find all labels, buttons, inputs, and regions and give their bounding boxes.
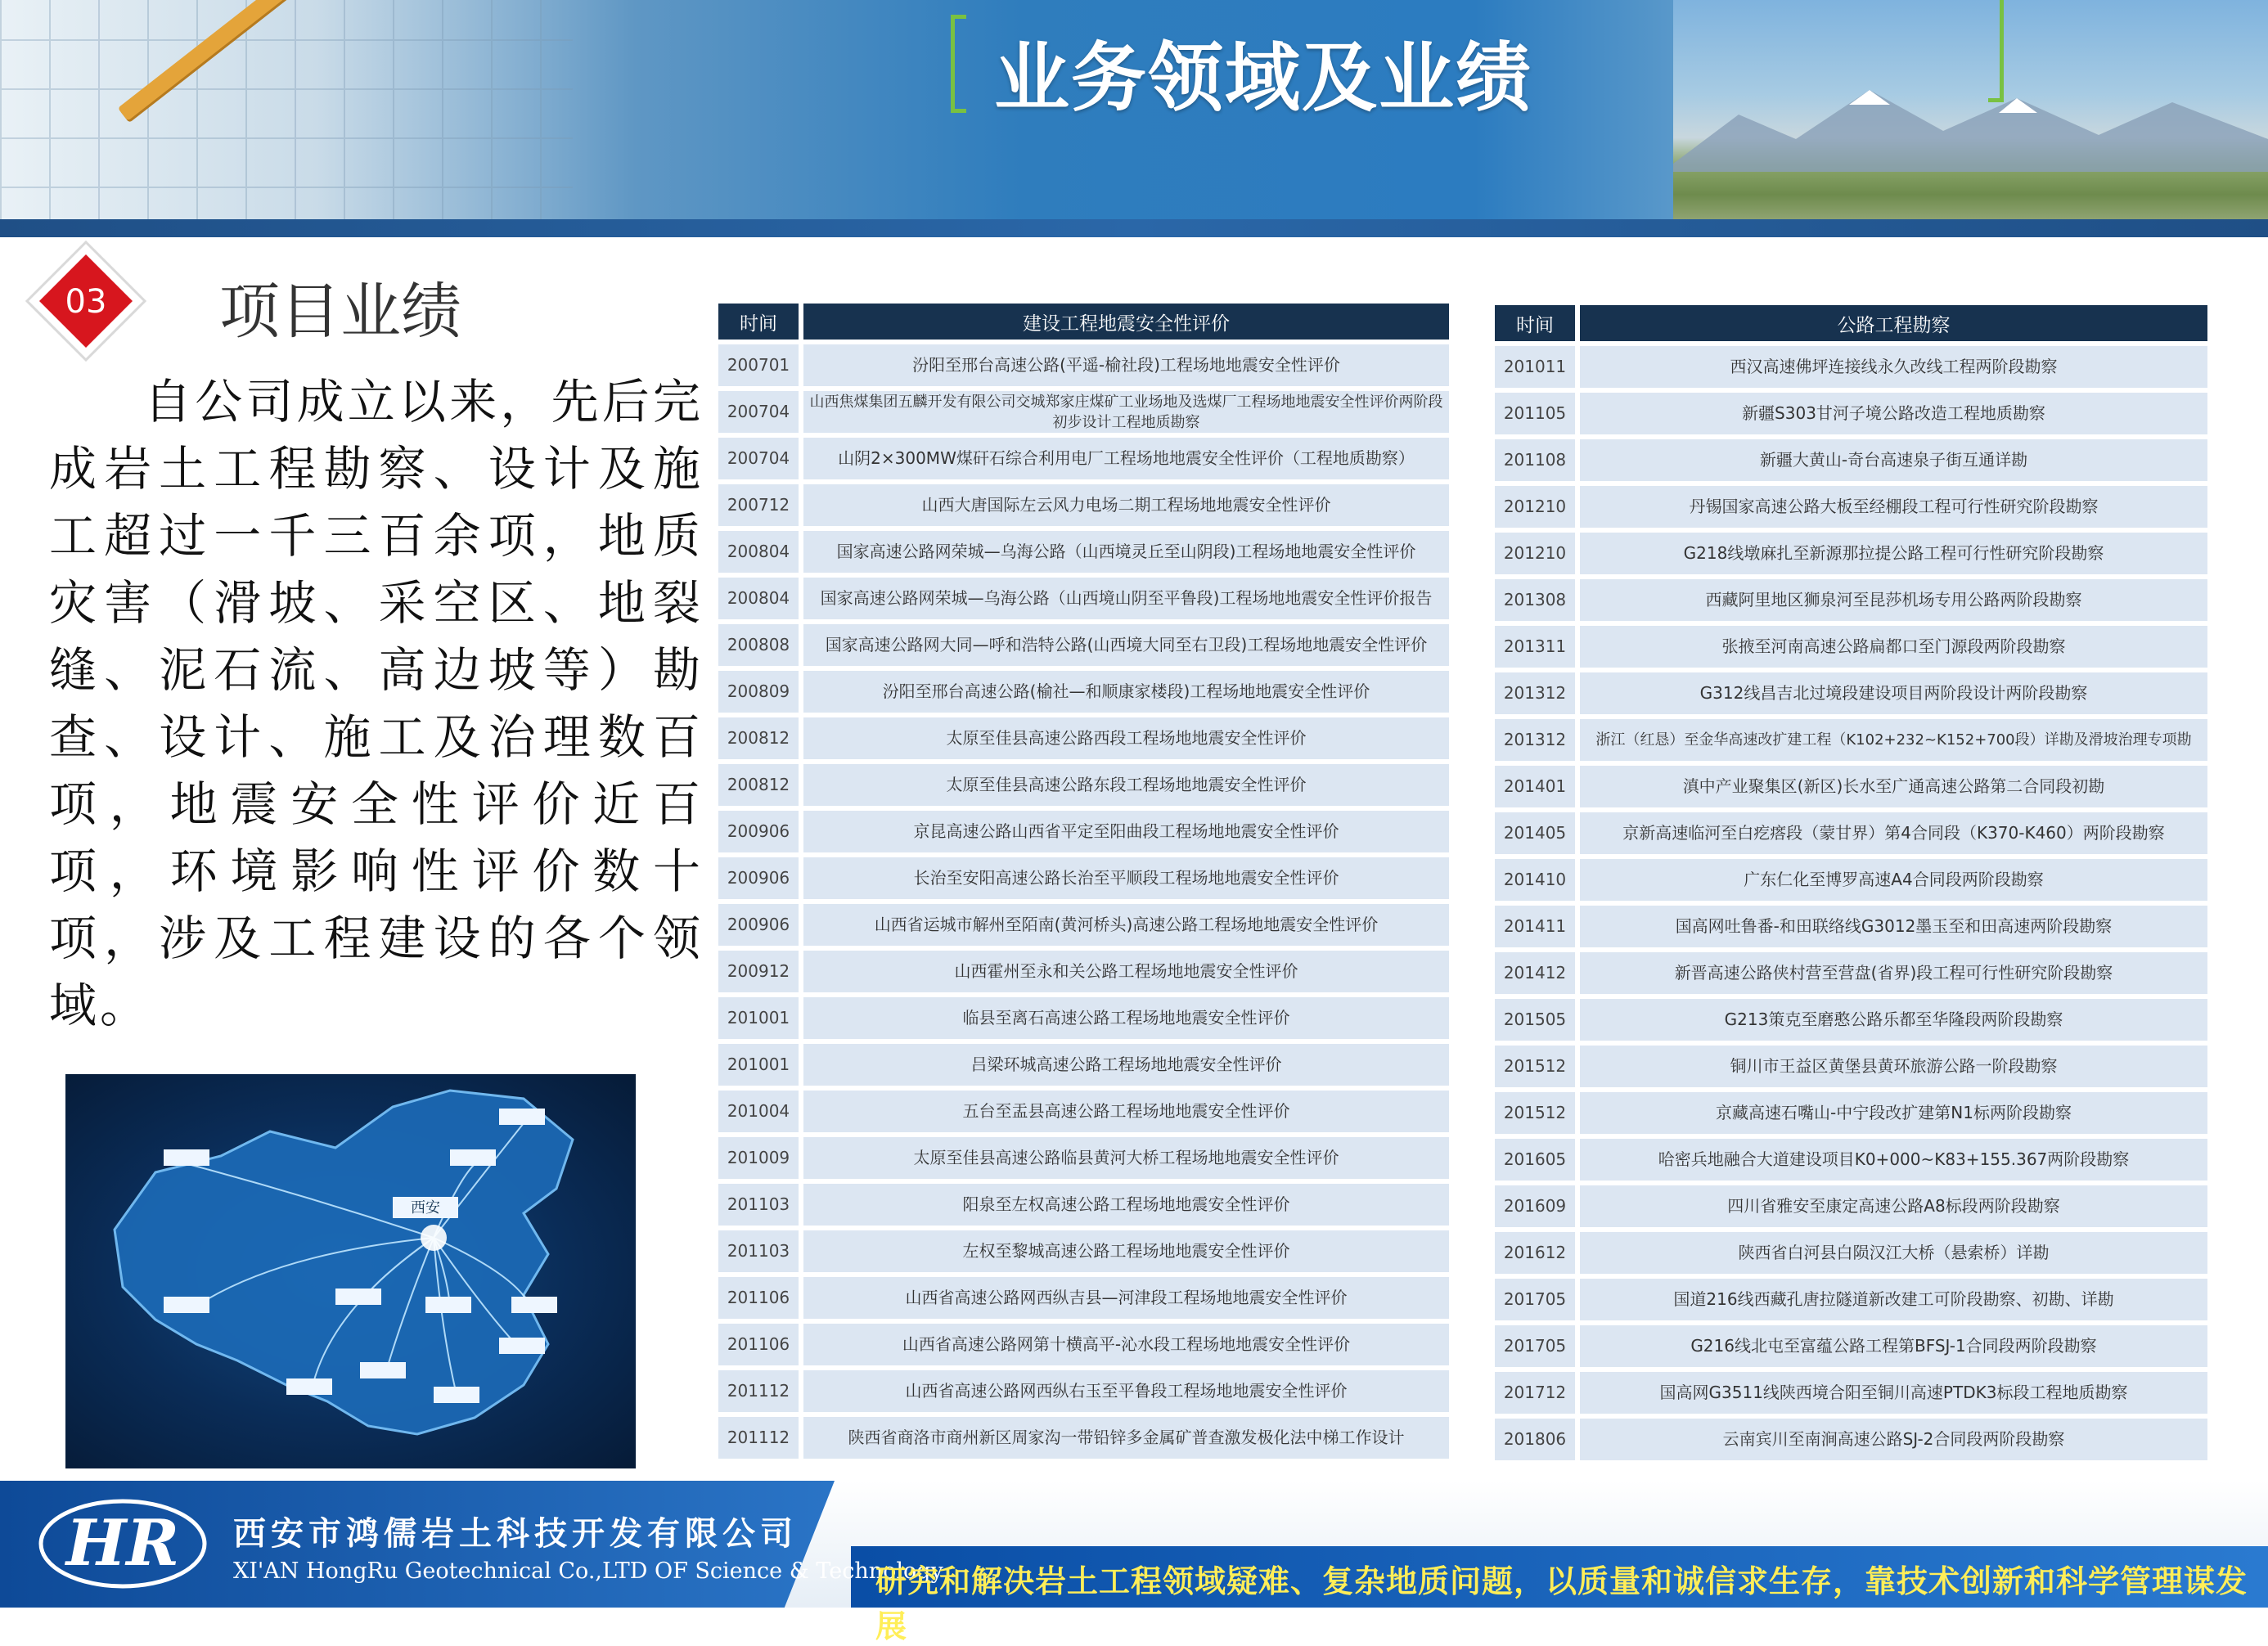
cell-time: 200704 (718, 391, 799, 433)
cell-project: 国高网吐鲁番-和田联络线G3012墨玉至和田高速两阶段勘察 (1580, 906, 2207, 947)
cell-time: 201405 (1495, 812, 1575, 854)
table-row (1495, 533, 2207, 574)
column-header-time: 时间 (718, 304, 799, 340)
cell-project: 长治至安阳高速公路长治至平顺段工程场地地震安全性评价 (803, 857, 1449, 899)
cell-time: 201411 (1495, 906, 1575, 947)
cell-project: 太原至佳县高速公路西段工程场地地震安全性评价 (803, 717, 1449, 759)
cell-project: G218线墩麻扎至新源那拉提公路工程可行性研究阶段勘察 (1580, 533, 2207, 574)
cell-project: 山西省高速公路网西纵吉县—河津段工程场地地震安全性评价 (803, 1277, 1449, 1319)
company-slogan: 研究和解决岩土工程领域疑难、复杂地质问题，以质量和诚信求生存，靠技术创新和科学管理谋发展 (875, 1563, 2248, 1644)
cell-project: 新晋高速公路侠村营至营盘(省界)段工程可行性研究阶段勘察 (1580, 952, 2207, 994)
section-heading: 项目业绩 (219, 277, 461, 347)
cell-time: 200906 (718, 811, 799, 852)
table-row (1495, 1325, 2207, 1367)
map-drawing (65, 1074, 636, 1468)
table-row (1495, 999, 2207, 1041)
cell-time: 201705 (1495, 1325, 1575, 1367)
cell-project: 陕西省白河县白陨汉江大桥（悬索桥）详勘 (1580, 1232, 2207, 1274)
table-row (718, 624, 1449, 666)
table-row (718, 1044, 1449, 1086)
table-row (1495, 393, 2207, 434)
company-logo (33, 1493, 213, 1595)
cell-project: 国家高速公路网大同—呼和浩特公路(山西境大同至右卫段)工程场地地震安全性评价 (803, 624, 1449, 666)
table-row (718, 344, 1449, 386)
cell-project: 京昆高速公路山西省平定至阳曲段工程场地地震安全性评价 (803, 811, 1449, 852)
cell-time: 201712 (1495, 1372, 1575, 1414)
cell-project: 国高网G3511线陕西境合阳至铜川高速PTDK3标段工程地质勘察 (1580, 1372, 2207, 1414)
table-row (718, 1324, 1449, 1365)
table-row (718, 1230, 1449, 1272)
cell-project: 陕西省商洛市商州新区周家沟一带铅锌多金属矿普查激发极化法中梯工作设计 (803, 1417, 1449, 1459)
cell-time: 200812 (718, 717, 799, 759)
cell-project: 山阴2×300MW煤矸石综合利用电厂工程场地地震安全性评价（工程地质勘察） (803, 438, 1449, 479)
cell-project: 汾阳至邢台高速公路(平遥-榆社段)工程场地地震安全性评价 (803, 344, 1449, 386)
cell-project: 山西霍州至永和关公路工程场地地震安全性评价 (803, 951, 1449, 992)
table-row (1495, 1419, 2207, 1460)
cell-project: 铜川市王益区黄堡县黄环旅游公路一阶段勘察 (1580, 1046, 2207, 1087)
table-row (718, 1091, 1449, 1132)
cell-time: 201103 (718, 1184, 799, 1226)
table-row (718, 764, 1449, 806)
cell-time: 201311 (1495, 626, 1575, 668)
china-map-image (65, 1074, 636, 1468)
banner-bottom-stripe (0, 219, 2268, 237)
cell-time: 201108 (1495, 439, 1575, 481)
cell-time: 201106 (718, 1277, 799, 1319)
table-row (1495, 952, 2207, 994)
cell-time: 201009 (718, 1137, 799, 1179)
table-row (1495, 579, 2207, 621)
table-row (1495, 1232, 2207, 1274)
cell-project: 四川省雅安至康定高速公路A8标段两阶段勘察 (1580, 1185, 2207, 1227)
table-row (1495, 1139, 2207, 1181)
cell-time: 200812 (718, 764, 799, 806)
table-row (718, 1370, 1449, 1412)
table-row (718, 578, 1449, 619)
table-row (1495, 906, 2207, 947)
table-row (1495, 1092, 2207, 1134)
cell-time: 201011 (1495, 346, 1575, 388)
cell-time: 200704 (718, 438, 799, 479)
cell-time: 201609 (1495, 1185, 1575, 1227)
cell-time: 200712 (718, 484, 799, 526)
cell-project: 吕梁环城高速公路工程场地地震安全性评价 (803, 1044, 1449, 1086)
cell-project: 阳泉至左权高速公路工程场地地震安全性评价 (803, 1184, 1449, 1226)
cell-time: 201210 (1495, 533, 1575, 574)
table-row (1495, 719, 2207, 761)
cell-project: 五台至盂县高速公路工程场地地震安全性评价 (803, 1091, 1449, 1132)
cell-project: 浙江（红恳）至金华高速改扩建工程（K102+232~K152+700段）详勘及滑坡治理专项勘 (1580, 719, 2207, 761)
cell-time: 201612 (1495, 1232, 1575, 1274)
highway-survey-table (1490, 300, 2212, 1465)
cell-project: 山西大唐国际左云风力电场二期工程场地地震安全性评价 (803, 484, 1449, 526)
table-row (718, 531, 1449, 573)
cell-time: 201112 (718, 1370, 799, 1412)
cell-project: G213策克至磨憨公路乐都至华隆段两阶段勘察 (1580, 999, 2207, 1041)
cell-project: 滇中产业聚集区(新区)长水至广通高速公路第二合同段初勘 (1580, 766, 2207, 807)
table-row (1495, 346, 2207, 388)
cell-time: 200804 (718, 531, 799, 573)
page-title: 业务领域及业绩 (994, 34, 1533, 122)
cell-time: 201210 (1495, 486, 1575, 528)
logo-text: HR (65, 1506, 180, 1581)
table-row (718, 438, 1449, 479)
table-row (718, 997, 1449, 1039)
cell-project: 太原至佳县高速公路临县黄河大桥工程场地地震安全性评价 (803, 1137, 1449, 1179)
table-row (1495, 766, 2207, 807)
table-row (1495, 812, 2207, 854)
cell-time: 201106 (718, 1324, 799, 1365)
cell-time: 200809 (718, 671, 799, 713)
cell-time: 201001 (718, 1044, 799, 1086)
cell-project: 国家高速公路网荣城—乌海公路（山西境山阴至平鲁段)工程场地地震安全性评价报告 (803, 578, 1449, 619)
table-row (718, 717, 1449, 759)
cell-project: 京藏高速石嘴山-中宁段改扩建第N1标两阶段勘察 (1580, 1092, 2207, 1134)
table-header-row (1495, 305, 2207, 341)
table-row (718, 1277, 1449, 1319)
section-number-badge (25, 240, 147, 362)
cell-time: 201308 (1495, 579, 1575, 621)
table-row (718, 811, 1449, 852)
table-row (1495, 1279, 2207, 1320)
cell-project: 云南宾川至南涧高速公路SJ-2合同段两阶段勘察 (1580, 1419, 2207, 1460)
table-row (1495, 486, 2207, 528)
cell-project: 哈密兵地融合大道建设项目K0+000~K83+155.367两阶段勘察 (1580, 1139, 2207, 1181)
cell-time: 201512 (1495, 1092, 1575, 1134)
cell-time: 201112 (718, 1417, 799, 1459)
blueprint-decoration (0, 0, 573, 237)
cell-project: 山西省高速公路网西纵右玉至平鲁段工程场地地震安全性评价 (803, 1370, 1449, 1412)
cell-project: 山西省高速公路网第十横高平-沁水段工程场地地震安全性评价 (803, 1324, 1449, 1365)
cell-time: 201001 (718, 997, 799, 1039)
cell-project: G312线昌吉北过境段建设项目两阶段设计两阶段勘察 (1580, 672, 2207, 714)
cell-time: 201105 (1495, 393, 1575, 434)
table-row (1495, 626, 2207, 668)
cell-project: 国家高速公路网荣城—乌海公路（山西境灵丘至山阴段)工程场地地震安全性评价 (803, 531, 1449, 573)
cell-time: 201410 (1495, 859, 1575, 901)
center-city-label: 西安 (411, 1199, 440, 1217)
table-row (718, 671, 1449, 713)
cell-time: 200906 (718, 857, 799, 899)
cell-time: 201103 (718, 1230, 799, 1272)
cell-time: 200808 (718, 624, 799, 666)
cell-project: 京新高速临河至白疙瘩段（蒙甘界）第4合同段（K370-K460）两阶段勘察 (1580, 812, 2207, 854)
cell-project: 广东仁化至博罗高速A4合同段两阶段勘察 (1580, 859, 2207, 901)
section-number: 03 (65, 283, 107, 321)
cell-project: 山西焦煤集团五麟开发有限公司交城郑家庄煤矿工业场地及选煤厂工程场地地震安全性评价两阶段初步设计工程地质勘察 (803, 391, 1449, 433)
table-row (718, 391, 1449, 433)
center-node (421, 1225, 447, 1251)
table-row (1495, 859, 2207, 901)
cell-time: 200701 (718, 344, 799, 386)
cell-project: 太原至佳县高速公路东段工程场地地震安全性评价 (803, 764, 1449, 806)
title-bracket-right (1988, 0, 2004, 102)
table-row (718, 484, 1449, 526)
cell-time: 201505 (1495, 999, 1575, 1041)
table-row (1495, 672, 2207, 714)
table-row (718, 904, 1449, 946)
cell-project: 山西省运城市解州至陌南(黄河桥头)高速公路工程场地地震安全性评价 (803, 904, 1449, 946)
cell-time: 201412 (1495, 952, 1575, 994)
cell-project: 西藏阿里地区狮泉河至昆莎机场专用公路两阶段勘察 (1580, 579, 2207, 621)
table-row (1495, 1185, 2207, 1227)
title-bracket-left (951, 15, 966, 113)
column-header-time: 时间 (1495, 305, 1575, 341)
cell-project: 新疆大黄山-奇台高速泉子街互通详勘 (1580, 439, 2207, 481)
table-row (718, 1417, 1449, 1459)
column-header-project: 公路工程勘察 (1580, 305, 2207, 341)
cell-project: 临县至离石高速公路工程场地地震安全性评价 (803, 997, 1449, 1039)
cell-time: 200912 (718, 951, 799, 992)
cell-time: 201312 (1495, 672, 1575, 714)
cell-time: 201004 (718, 1091, 799, 1132)
cell-time: 201806 (1495, 1419, 1575, 1460)
table-row (718, 1137, 1449, 1179)
column-header-project: 建设工程地震安全性评价 (803, 304, 1449, 340)
intro-paragraph: 自公司成立以来，先后完成岩土工程勘察、设计及施工超过一千三百余项，地质灾害（滑坡、采空区、地裂缝、泥石流、高边坡等）勘查、设计、施工及治理数百项，地震安全性评价近百项，环境影响性评价数十项，涉及工程建设的各个领域。 (49, 374, 704, 1033)
cell-time: 201401 (1495, 766, 1575, 807)
table-row (1495, 1046, 2207, 1087)
cell-project: 左权至黎城高速公路工程场地地震安全性评价 (803, 1230, 1449, 1272)
cell-project: 新疆S303甘河子境公路改造工程地质勘察 (1580, 393, 2207, 434)
cell-time: 200906 (718, 904, 799, 946)
company-name: 西安市鸿儒岩土科技开发有限公司 (233, 1515, 798, 1553)
cell-project: 张掖至河南高速公路扁都口至门源段两阶段勘察 (1580, 626, 2207, 668)
cell-time: 200804 (718, 578, 799, 619)
table-header-row (718, 304, 1449, 340)
company-english-name: XI'AN HongRu Geotechnical Co.,LTD OF Science & Technology (233, 1558, 943, 1584)
table-row (718, 951, 1449, 992)
cell-time: 201312 (1495, 719, 1575, 761)
cell-project: 丹锡国家高速公路大板至经棚段工程可行性研究阶段勘察 (1580, 486, 2207, 528)
cell-time: 201705 (1495, 1279, 1575, 1320)
table-row (718, 857, 1449, 899)
cell-project: 汾阳至邢台高速公路(榆社—和顺康家楼段)工程场地地震安全性评价 (803, 671, 1449, 713)
cell-time: 201605 (1495, 1139, 1575, 1181)
table-row (1495, 1372, 2207, 1414)
cell-project: 国道216线西藏孔唐拉隧道新改建工可阶段勘察、初勘、详勘 (1580, 1279, 2207, 1320)
cell-project: G216线北屯至富蕴公路工程第BFSJ-1合同段两阶段勘察 (1580, 1325, 2207, 1367)
table-row (1495, 439, 2207, 481)
cell-time: 201512 (1495, 1046, 1575, 1087)
mountain-silhouette (1673, 74, 2268, 172)
table-row (718, 1184, 1449, 1226)
seismic-evaluation-table (713, 299, 1454, 1464)
cell-project: 西汉高速佛坪连接线永久改线工程两阶段勘察 (1580, 346, 2207, 388)
